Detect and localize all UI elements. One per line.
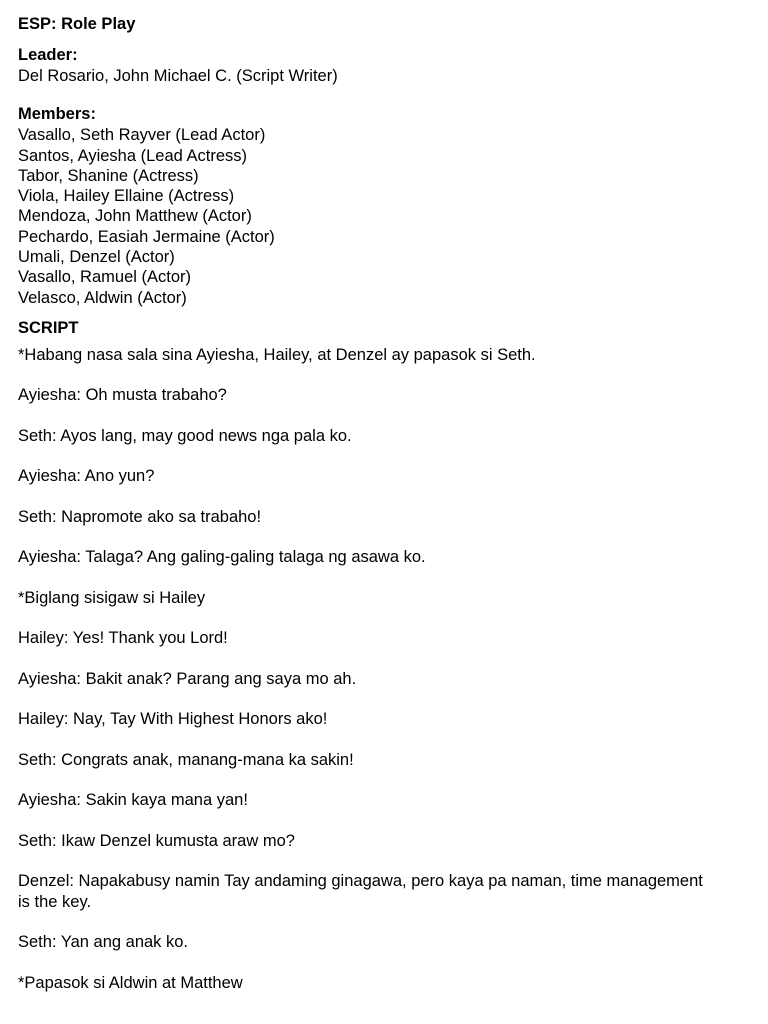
script-line: Ayiesha: Oh musta trabaho? [18,386,227,405]
script-line: Seth: Yan ang anak ko. [18,933,189,952]
script-line: Ayiesha: Sakin kaya mana yan! [18,791,248,810]
leader-name: Del Rosario, John Michael C. (Script Writer) [18,67,338,85]
member-item: Pechardo, Easiah Jermaine (Actor) [18,227,275,246]
script-line: Seth: Ikaw Denzel kumusta araw mo? [18,831,295,850]
script-line: Ayiesha: Ano yun? [18,467,155,486]
script-body [18,345,748,993]
script-line: Denzel: Napakabusy namin Tay andaming ginagawa, pero kaya pa naman, time management is the key. [18,872,703,911]
member-item: Tabor, Shanine (Actress) [18,166,199,185]
script-line: Hailey: Yes! Thank you Lord! [18,629,228,648]
script-line: Hailey: Nay, Tay With Highest Honors ako! [18,710,328,729]
members-label: Members: [18,105,96,124]
member-item: Vasallo, Seth Rayver (Lead Actor) [18,126,266,145]
member-item: Velasco, Aldwin (Actor) [18,288,187,307]
script-heading: SCRIPT [18,318,79,337]
script-line: Seth: Napromote ako sa trabaho! [18,507,262,526]
member-item: Vasallo, Ramuel (Actor) [18,268,192,287]
document-page [18,14,748,1013]
document-title: ESP: Role Play [18,15,136,33]
members-list [18,125,748,308]
member-item: Viola, Hailey Ellaine (Actress) [18,187,235,206]
leader-label: Leader: [18,46,78,64]
script-line: Ayiesha: Talaga? Ang galing-galing talaga ng asawa ko. [18,548,426,567]
script-line: Ayiesha: Bakit anak? Parang ang saya mo ah. [18,669,357,688]
script-line: *Habang nasa sala sina Ayiesha, Hailey, at Denzel ay papasok si Seth. [18,345,536,364]
member-item: Umali, Denzel (Actor) [18,248,175,267]
script-line: *Biglang sisigaw si Hailey [18,588,206,607]
member-item: Mendoza, John Matthew (Actor) [18,207,252,226]
script-line: Seth: Congrats anak, manang-mana ka sakin! [18,750,354,769]
script-line: Seth: Ayos lang, may good news nga pala ko. [18,426,352,445]
member-item: Santos, Ayiesha (Lead Actress) [18,146,247,165]
script-line: *Papasok si Aldwin at Matthew [18,973,243,992]
